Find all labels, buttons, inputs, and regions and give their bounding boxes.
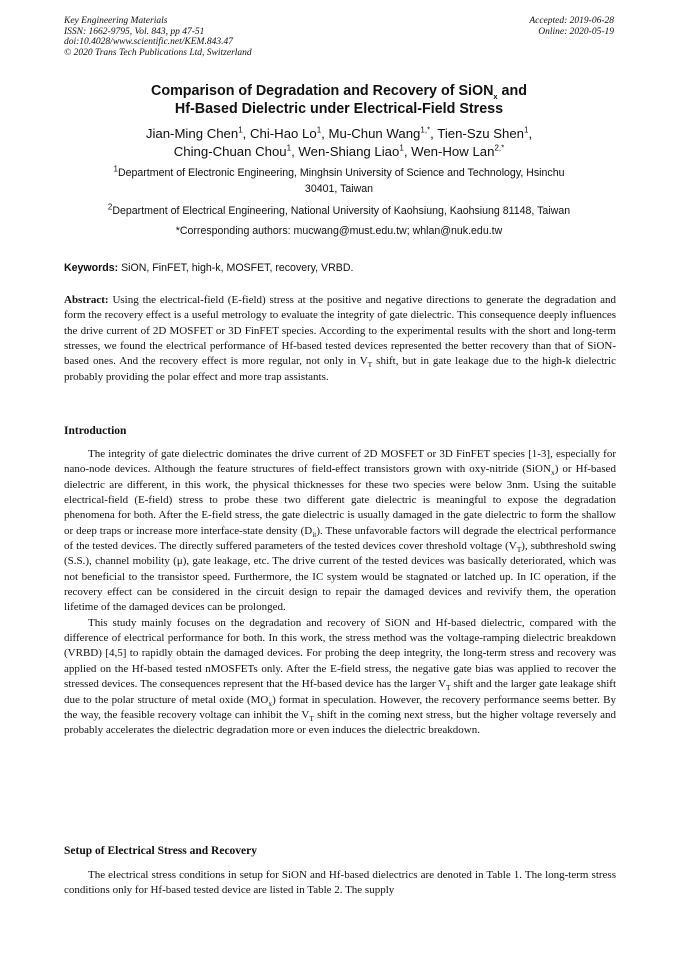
paper-title xyxy=(40,83,638,118)
text: shift and the larger gate leakage shift due to the polar structure of metal oxide (MO xyxy=(64,678,616,706)
setup-body xyxy=(64,868,616,899)
author-name: Wen-Shiang Liao xyxy=(298,144,400,159)
section-heading-setup: Setup of Electrical Stress and Recovery xyxy=(64,845,258,857)
abstract-label: Abstract: xyxy=(64,294,109,306)
title-line1-end: and xyxy=(497,83,527,99)
text: The integrity of gate dielectric dominates the drive current of 2D MOSFET or 3D FinFET species [1-3], especially for nano-node devices. Although the feature structures of field-effect transistors grown with oxy-nitride (SiON xyxy=(64,448,616,476)
journal-name: Key Engineering Materials xyxy=(64,16,168,26)
author-name: Wen-How Lan xyxy=(411,144,495,159)
text: shift in the coming next stress, but the higher voltage reversely and probably accelerates the dielectric degradation more or even induces the dielectric breakdown. xyxy=(64,708,617,737)
author-name: Chi-Hao Lo xyxy=(250,126,317,141)
copyright-line: © 2020 Trans Tech Publications Ltd, Switzerland xyxy=(64,47,252,58)
affiliation-1 xyxy=(50,166,628,197)
affiliation-2 xyxy=(50,204,628,220)
author-sep: , xyxy=(291,144,299,159)
text: ) format in speculation. However, the recovery performance seems better. By the way, the feasible recovery voltage can inhibit the V xyxy=(64,693,616,721)
author-name: Mu-Chun Wang xyxy=(328,126,421,141)
abstract xyxy=(64,293,616,385)
text: ), subthreshold swing (S.S.), channel mobility (μ), gate leakage, etc. The drive current of the tested devices was basically deteriorated, which was not beneficial to the transistor speed. Furthermore, the IC system would be stagnated or latched up. In IC operation, if the recovery effect can be considered in the circuit design to repair the damaged devices and revivify them, the operation lifetime of the damaged devices can be prolonged. xyxy=(64,540,616,614)
aff-mark: 1 xyxy=(113,164,118,174)
subscript: it xyxy=(312,529,317,539)
corresponding-text: *Corresponding authors: mucwang@must.edu.tw; whlan@nuk.edu.tw xyxy=(175,225,503,237)
issn-line: ISSN: 1662-9795, Vol. 843, pp 47-51 xyxy=(64,26,205,37)
introduction-body xyxy=(64,447,616,739)
aff-mark: 2 xyxy=(107,202,113,212)
subscript: T xyxy=(367,360,373,370)
paragraph xyxy=(64,447,616,616)
text: This study mainly focuses on the degradation and recovery of SiON and Hf-based dielectric, compared with the difference of electrical performance for both. In this work, the stress method was the voltage-ramping dielectric breakdown (VRBD) [4,5] to rapidly obtain the damaged devices. For probing the deep integrity, the long-term stress and recovery was applied on the Hf-based tested nMOSFETs only. After the E-field stress, the negative gate bias was applied to recover the stressed devices. The consequences represent that the Hf-based device has the larger V xyxy=(64,616,616,691)
author-aff: 1 xyxy=(286,143,292,153)
subscript: T xyxy=(309,714,314,724)
title-line1: Comparison of Degradation and Recovery of SiON xyxy=(151,83,494,99)
author-sep: , xyxy=(321,126,329,141)
paragraph: The electrical stress conditions in setup for SiON and Hf-based dielectrics are denoted in Table 1. The long-term stress conditions only for Hf-based tested device are listed in Table 2. The supply xyxy=(64,869,616,897)
text: ) or Hf-based dielectric are different, in this work, the physical thicknesses for these two species were below 3nm. Using the suitable electrical-field (E-field) stress to probe these two different gate dielectric is meaningful to expose the degradation phenomena for both. After the E-field stress, the gate dielectric is usually damaged in the gate dielectric to form the shallow or deep traps or increase more interface-state density (D xyxy=(64,463,616,537)
author-sep: , xyxy=(242,126,250,141)
author-name: Tien-Szu Shen xyxy=(437,126,525,141)
author-aff: 2,* xyxy=(494,143,505,153)
aff2-text: Department of Electrical Engineering, National University of Kaohsiung, Kaohsiung 81148, Taiwan xyxy=(112,205,571,217)
author-aff: 1 xyxy=(524,125,529,135)
keywords-text: SiON, FinFET, high-k, MOSFET, recovery, VRBD. xyxy=(118,262,354,274)
subscript: T xyxy=(446,683,451,693)
journal-header xyxy=(64,16,252,58)
author-name: Jian-Ming Chen xyxy=(145,126,239,141)
subscript: x xyxy=(268,698,273,708)
abstract-text: Using the electrical-field (E-field) stress at the positive and negative directions to generate the degradation and form the recovery effect is a useful metrology to evaluate the integrity of gate dielectric. This consequence deeply influences the drive current of 2D MOSFET or 3D FinFET species. According to the experimental results with the short and long-term stresses, we found the electrical performance of Hf-based tested devices represented the better recovery than that of SiON-based ones. And the recovery effect is more regular, not only in V xyxy=(64,294,616,368)
author-aff: 1 xyxy=(316,125,322,135)
author-sep: , xyxy=(528,126,533,141)
accepted-date: Accepted: 2019-06-28 xyxy=(529,16,614,26)
subscript: T xyxy=(516,545,522,555)
paragraph xyxy=(64,616,616,739)
doi-line: doi:10.4028/www.scientific.net/KEM.843.47 xyxy=(64,37,233,48)
section-heading-introduction: Introduction xyxy=(64,425,127,437)
corresponding-authors xyxy=(50,224,628,240)
author-aff: 1 xyxy=(238,125,243,135)
keywords-label: Keywords: xyxy=(64,262,119,274)
dates-header xyxy=(529,16,614,37)
author-name: Ching-Chuan Chou xyxy=(173,144,287,159)
author-aff: 1 xyxy=(399,143,404,153)
aff1-text-cont: 30401, Taiwan xyxy=(304,182,374,195)
subscript: x xyxy=(550,468,555,478)
online-date: Online: 2020-05-19 xyxy=(538,26,614,37)
title-subscript: x xyxy=(493,91,498,101)
aff1-text: Department of Electronic Engineering, Minghsin University of Science and Technology, Hsinchu xyxy=(117,167,565,179)
text: ). These unfavorable factors will degrade the electrical performance of the tested devices. The directly suffered parameters of the tested devices cover threshold voltage (V xyxy=(64,524,616,553)
author-sep: , xyxy=(403,144,412,159)
author-sep: , xyxy=(430,126,438,141)
author-list xyxy=(40,125,638,161)
abstract-text: shift, but in gate leakage due to the high-k dielectric probably providing the polar effect and more trap assistants. xyxy=(64,355,616,383)
title-line2: Hf-Based Dielectric under Electrical-Field Stress xyxy=(174,100,504,117)
author-aff: 1,* xyxy=(420,125,431,135)
keywords xyxy=(64,261,616,275)
